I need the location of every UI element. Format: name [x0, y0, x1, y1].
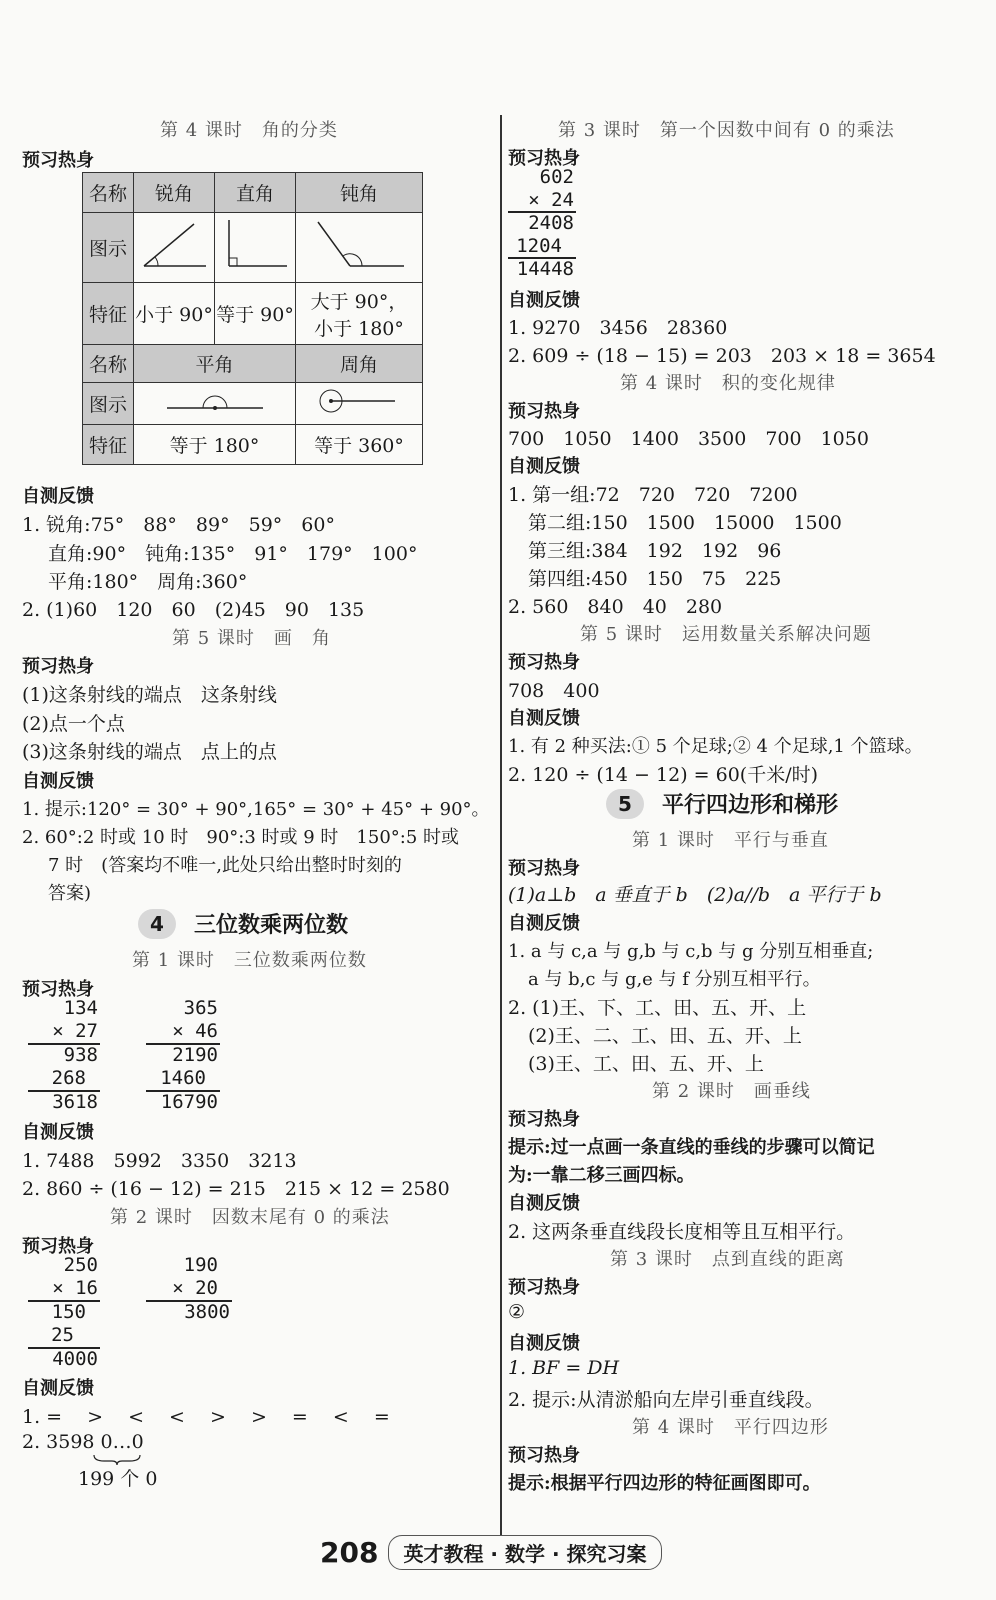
table-cell: 名称 [83, 345, 134, 383]
section-heading: 自测反馈 [508, 913, 580, 934]
chapter-header [138, 908, 348, 939]
calc-line: × 46 [172, 1020, 218, 1042]
table-cell: 等于 360° [296, 425, 423, 465]
section-heading: 预习热身 [508, 401, 580, 422]
answer-line: ② [508, 1301, 526, 1323]
table-cell: 等于 180° [134, 425, 296, 465]
answer-line: (1)这条射线的端点 这条射线 [22, 684, 277, 706]
answer-line: (2)点一个点 [22, 713, 125, 735]
answer-line: 平角:180° 周角:360° [48, 571, 248, 593]
book-title: 英才教程 · 数学 · 探究习案 [388, 1535, 661, 1570]
lesson-title: 第 1 课时 三位数乘两位数 [132, 950, 367, 971]
answer-line: 1. a 与 c,a 与 g,b 与 c,b 与 g 分别互相垂直; [508, 941, 874, 962]
table-cell: 锐角 [134, 173, 215, 213]
answer-line: a 与 b,c 与 g,e 与 f 分别互相平行。 [528, 969, 821, 990]
calc-line: 134 [63, 997, 98, 1019]
table-cell: 小于 90° [134, 283, 215, 345]
answer-line: 2. 60°:2 时或 10 时 90°:3 时或 9 时 150°:5 时或 [22, 827, 460, 848]
answer-line: 708 400 [508, 680, 600, 702]
section-heading: 自测反馈 [22, 1378, 94, 1399]
answer-line: 7 时 (答案均不唯一,此处只给出整时时刻的 [48, 855, 402, 876]
chapter-header [606, 788, 838, 819]
table-cell: 周角 [296, 345, 423, 383]
answer-line: 2. (1)60 120 60 (2)45 90 135 [22, 599, 365, 621]
section-heading: 预习热身 [22, 150, 94, 171]
table-cell [296, 283, 423, 345]
calc-line: × 16 [52, 1277, 98, 1299]
calc-line: 4000 [52, 1348, 98, 1370]
answer-line: (1)a⊥b a 垂直于 b (2)a//b a 平行于 b [508, 884, 882, 906]
calc-line: 250 [63, 1254, 98, 1276]
calc-line: 3800 [184, 1301, 230, 1323]
answer-line: 2. 609 ÷ (18 − 15) = 203 203 × 18 = 3654 [508, 345, 936, 367]
answer-line: 2. 这两条垂直线段长度相等且互相平行。 [508, 1221, 856, 1243]
lesson-title: 第 1 课时 平行与垂直 [632, 830, 829, 851]
answer-line: 第四组:450 150 75 225 [528, 568, 782, 590]
section-heading: 预习热身 [508, 1277, 580, 1298]
angle-table [82, 172, 423, 465]
answer-line: 1. BF = DH [508, 1357, 620, 1379]
calc-line: 25 [51, 1324, 74, 1346]
section-heading: 自测反馈 [508, 1333, 580, 1354]
chapter-title: 平行四边形和梯形 [662, 793, 839, 818]
section-heading: 自测反馈 [508, 290, 580, 311]
section-heading: 预习热身 [22, 979, 94, 1000]
calc-line: 14448 [516, 258, 574, 280]
table-cell: 图示 [83, 213, 134, 283]
section-heading: 预习热身 [508, 1445, 580, 1466]
calc-line: × 24 [528, 189, 574, 211]
answer-line: 2. 3598 0…0 [22, 1431, 144, 1453]
chapter-title: 三位数乘两位数 [194, 913, 349, 938]
answer-line: 1. 提示:120° = 30° + 90°,165° = 30° + 45° + 90°。 [22, 799, 490, 820]
answer-line: 直角:90° 钝角:135° 91° 179° 100° [48, 543, 418, 565]
answer-line: 答案) [48, 883, 92, 904]
calc-line: 16790 [160, 1091, 218, 1113]
answer-line: 2. 560 840 40 280 [508, 596, 723, 618]
answer-line: 700 1050 1400 3500 700 1050 [508, 428, 869, 450]
lesson-title: 第 4 课时 平行四边形 [632, 1417, 829, 1438]
right-angle-figure [215, 213, 296, 283]
lesson-title: 第 4 课时 角的分类 [160, 120, 338, 141]
straight-angle-figure [134, 383, 296, 425]
answer-line: 第二组:150 1500 15000 1500 [528, 512, 842, 534]
lesson-title: 第 2 课时 画垂线 [652, 1081, 811, 1102]
calc-line: 1460 [160, 1067, 206, 1089]
table-cell: 特征 [83, 283, 134, 345]
table-cell: 等于 90° [215, 283, 296, 345]
lesson-title: 第 2 课时 因数末尾有 0 的乘法 [110, 1207, 390, 1228]
section-heading: 自测反馈 [508, 1193, 580, 1214]
calc-line: 365 [183, 997, 218, 1019]
answer-line: 为:一靠二移三画四标。 [508, 1165, 695, 1186]
table-cell: 名称 [83, 173, 134, 213]
section-heading: 自测反馈 [508, 456, 580, 477]
section-heading: 自测反馈 [22, 771, 94, 792]
section-heading: 自测反馈 [508, 708, 580, 729]
answer-line: 1. = > < < > > = < = [22, 1406, 390, 1428]
table-cell: 特征 [83, 425, 134, 465]
page-number: 208 [320, 1536, 379, 1569]
calc-line: 2190 [172, 1044, 218, 1066]
section-heading: 预习热身 [508, 148, 580, 169]
section-heading: 预习热身 [22, 1236, 94, 1257]
table-cell: 钝角 [296, 173, 423, 213]
answer-line: 2. (1)王、下、工、田、五、开、上 [508, 997, 807, 1019]
obtuse-angle-figure [296, 213, 423, 283]
acute-angle-figure [134, 213, 215, 283]
calc-line: 190 [183, 1254, 218, 1276]
full-angle-figure [296, 383, 423, 425]
answer-line: 1. 9270 3456 28360 [508, 317, 728, 339]
calc-line: × 20 [172, 1277, 218, 1299]
calc-line: 268 [51, 1067, 86, 1089]
table-cell-line: 大于 90°， [310, 290, 408, 313]
answer-line: 提示:根据平行四边形的特征画图即可。 [508, 1473, 821, 1494]
section-heading: 预习热身 [508, 652, 580, 673]
table-cell: 平角 [134, 345, 296, 383]
column-divider [500, 115, 502, 1535]
answer-line: (3)王、工、田、五、开、上 [528, 1053, 764, 1075]
lesson-title: 第 3 课时 点到直线的距离 [610, 1249, 845, 1270]
calc-line: 1204 [516, 235, 562, 257]
section-heading: 自测反馈 [22, 1122, 94, 1143]
answer-line: 提示:过一点画一条直线的垂线的步骤可以简记 [508, 1137, 875, 1158]
lesson-title: 第 4 课时 积的变化规律 [620, 373, 836, 394]
section-heading: 预习热身 [508, 1109, 580, 1130]
calc-line: 150 [51, 1301, 86, 1323]
calc-line: 2408 [528, 212, 574, 234]
lesson-title: 第 5 课时 运用数量关系解决问题 [580, 624, 872, 645]
chapter-number: 4 [138, 909, 176, 939]
chapter-number: 5 [606, 789, 644, 819]
answer-line: 1. 第一组:72 720 720 7200 [508, 484, 798, 506]
answer-line: 2. 120 ÷ (14 − 12) = 60(千米/时) [508, 764, 819, 786]
answer-note: 199 个 0 [78, 1468, 158, 1490]
answer-line: (3)这条射线的端点 点上的点 [22, 741, 277, 763]
answer-line: 2. 860 ÷ (16 − 12) = 215 215 × 12 = 2580 [22, 1178, 450, 1200]
answer-line: 1. 7488 5992 3350 3213 [22, 1150, 297, 1172]
answer-line: 1. 有 2 种买法:① 5 个足球;② 4 个足球,1 个篮球。 [508, 736, 923, 757]
section-heading: 预习热身 [508, 858, 580, 879]
calc-line: × 27 [52, 1020, 98, 1042]
answer-line: 1. 锐角:75° 88° 89° 59° 60° [22, 514, 335, 536]
table-cell: 图示 [83, 383, 134, 425]
table-cell-line: 小于 180° [314, 317, 404, 340]
table-cell: 直角 [215, 173, 296, 213]
answer-line: 第三组:384 192 192 96 [528, 540, 782, 562]
answer-line: (2)王、二、工、田、五、开、上 [528, 1025, 802, 1047]
lesson-title: 第 3 课时 第一个因数中间有 0 的乘法 [558, 120, 895, 141]
section-heading: 预习热身 [22, 656, 94, 677]
page-footer [320, 1535, 662, 1570]
calc-line: 3618 [52, 1091, 98, 1113]
answer-line: 2. 提示:从清淤船向左岸引垂直线段。 [508, 1389, 824, 1411]
section-heading: 自测反馈 [22, 486, 94, 507]
calc-line: 602 [539, 166, 574, 188]
calc-line: 938 [63, 1044, 98, 1066]
lesson-title: 第 5 课时 画 角 [172, 628, 331, 649]
